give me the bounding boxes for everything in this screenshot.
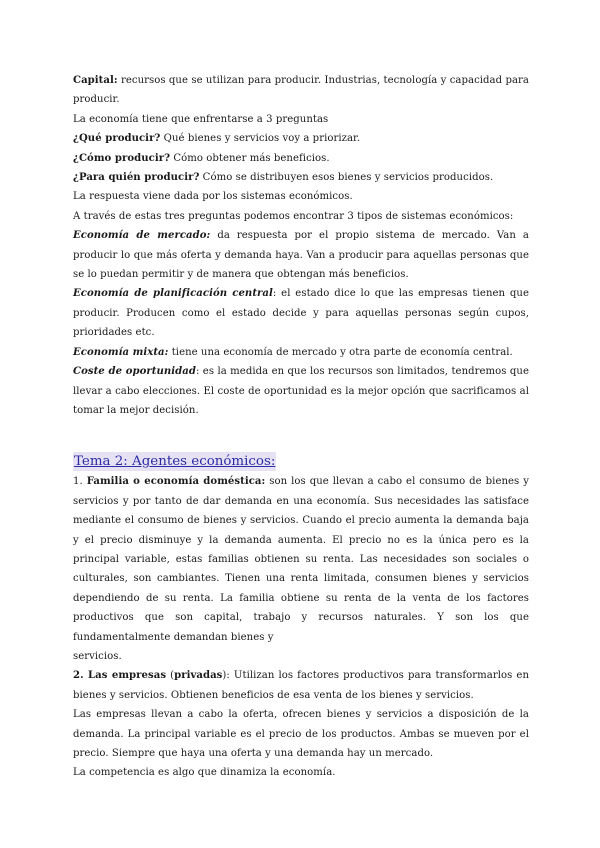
family-number: 1. xyxy=(73,476,87,488)
answer-paragraph: La respuesta viene dada por los sistemas económicos. xyxy=(73,191,353,203)
question-for-whom-term: ¿Para quién producir? xyxy=(73,172,200,184)
section-heading: Tema 2: Agentes económicos: xyxy=(74,454,276,470)
mixed-economy-paragraph xyxy=(73,343,529,362)
opportunity-cost-text: : es la medida en que los recursos son limitados, tendremos que llevar a cabo elecciones. El coste de oportunidad es la mejor opción que sacrificamos al tomar la mejor decisión. xyxy=(73,366,529,416)
companies-number: 2. xyxy=(73,670,89,682)
mixed-economy-text: tiene una economía de mercado y otra parte de economía central. xyxy=(168,346,513,358)
companies-paren-close: ): xyxy=(222,670,230,682)
central-planning-text: : el estado dice lo que las empresas tienen que producir. Producen como el estado decide y para aquellas personas según cupos, prioridades etc. xyxy=(73,288,529,339)
question-for-whom-text: Cómo se distribuyen esos bienes y servicios producidos. xyxy=(199,172,494,184)
central-planning-term: Economía de planificación central xyxy=(73,288,273,300)
opportunity-cost-paragraph xyxy=(73,362,529,420)
companies-paren-term: privadas xyxy=(174,670,223,682)
market-economy-text: da respuesta por el propio sistema de mercado. Van a producir lo que más oferta y demanda haya. Van a producir para aquellas personas que se lo puedan permitir y de manera que obtengan más beneficios. xyxy=(73,230,529,281)
opportunity-cost-term: Coste de oportunidad xyxy=(73,366,196,378)
market-economy-term: Economía de mercado: xyxy=(73,230,211,242)
companies-supply-paragraph: Las empresas llevan a cabo la oferta, ofrecen bienes y servicios a disposición de la demanda. La principal variable es el precio de los productos. Ambas se mueven por el precio. Siempre que haya una oferta y una demanda hay un mercado. xyxy=(73,709,529,759)
question-what-text: Qué bienes y servicios voy a priorizar. xyxy=(160,133,361,145)
question-how-text: Cómo obtener más beneficios. xyxy=(170,152,330,164)
capital-text: recursos que se utilizan para producir. Industrias, tecnología y capacidad para producir. xyxy=(73,75,529,106)
section-economic-agents xyxy=(73,450,529,783)
section-economic-systems xyxy=(73,71,529,420)
intro-paragraph: La economía tiene que enfrentarse a 3 preguntas xyxy=(73,113,329,125)
family-paragraph xyxy=(73,472,529,647)
market-economy-paragraph xyxy=(73,226,529,284)
family-text: son los que llevan a cabo el consumo de bienes y servicios y por tanto de dar demanda en una economía. Sus necesidades las satisface mediante el consumo de bienes y servicios. Cuando el precio aumenta la demanda baja y el precio disminuye y la demanda aumenta. El precio no es la única pero es la principal variable, estas familias obtienen su renta. Las necesidades son sociales o culturales, son cambiantes. Tienen una renta limitada, consumen bienes y servicios dependiendo de su renta. La familia obtiene su renta de la venta de los factores productivos que son capital, trabajo y recursos naturales. Y son los que fundamentalmente demandan bienes y xyxy=(73,476,529,643)
question-how-term: ¿Cómo producir? xyxy=(73,152,171,164)
companies-paren-open: ( xyxy=(166,670,175,682)
mixed-economy-term: Economía mixta: xyxy=(73,346,169,358)
companies-text: Utilizan los factores productivos para transformarlos en bienes y servicios. Obtienen beneficios de esa venta de los bienes y servicios. xyxy=(73,670,529,701)
capital-term: Capital: xyxy=(73,75,118,86)
section-gap xyxy=(73,420,529,450)
competition-paragraph: La competencia es algo que dinamiza la economía. xyxy=(73,767,336,779)
family-tail: servicios. xyxy=(73,650,122,662)
question-what xyxy=(73,129,529,148)
question-what-term: ¿Qué producir? xyxy=(73,133,161,145)
question-how xyxy=(73,149,529,168)
central-planning-paragraph xyxy=(73,284,529,342)
companies-paragraph xyxy=(73,666,529,705)
capital-paragraph xyxy=(73,71,529,110)
question-for-whom xyxy=(73,168,529,187)
family-term: Familia o economía doméstica: xyxy=(86,476,266,488)
companies-term: Las empresas xyxy=(88,670,167,682)
types-intro-paragraph: A través de estas tres preguntas podemos encontrar 3 tipos de sistemas económicos: xyxy=(73,210,514,222)
